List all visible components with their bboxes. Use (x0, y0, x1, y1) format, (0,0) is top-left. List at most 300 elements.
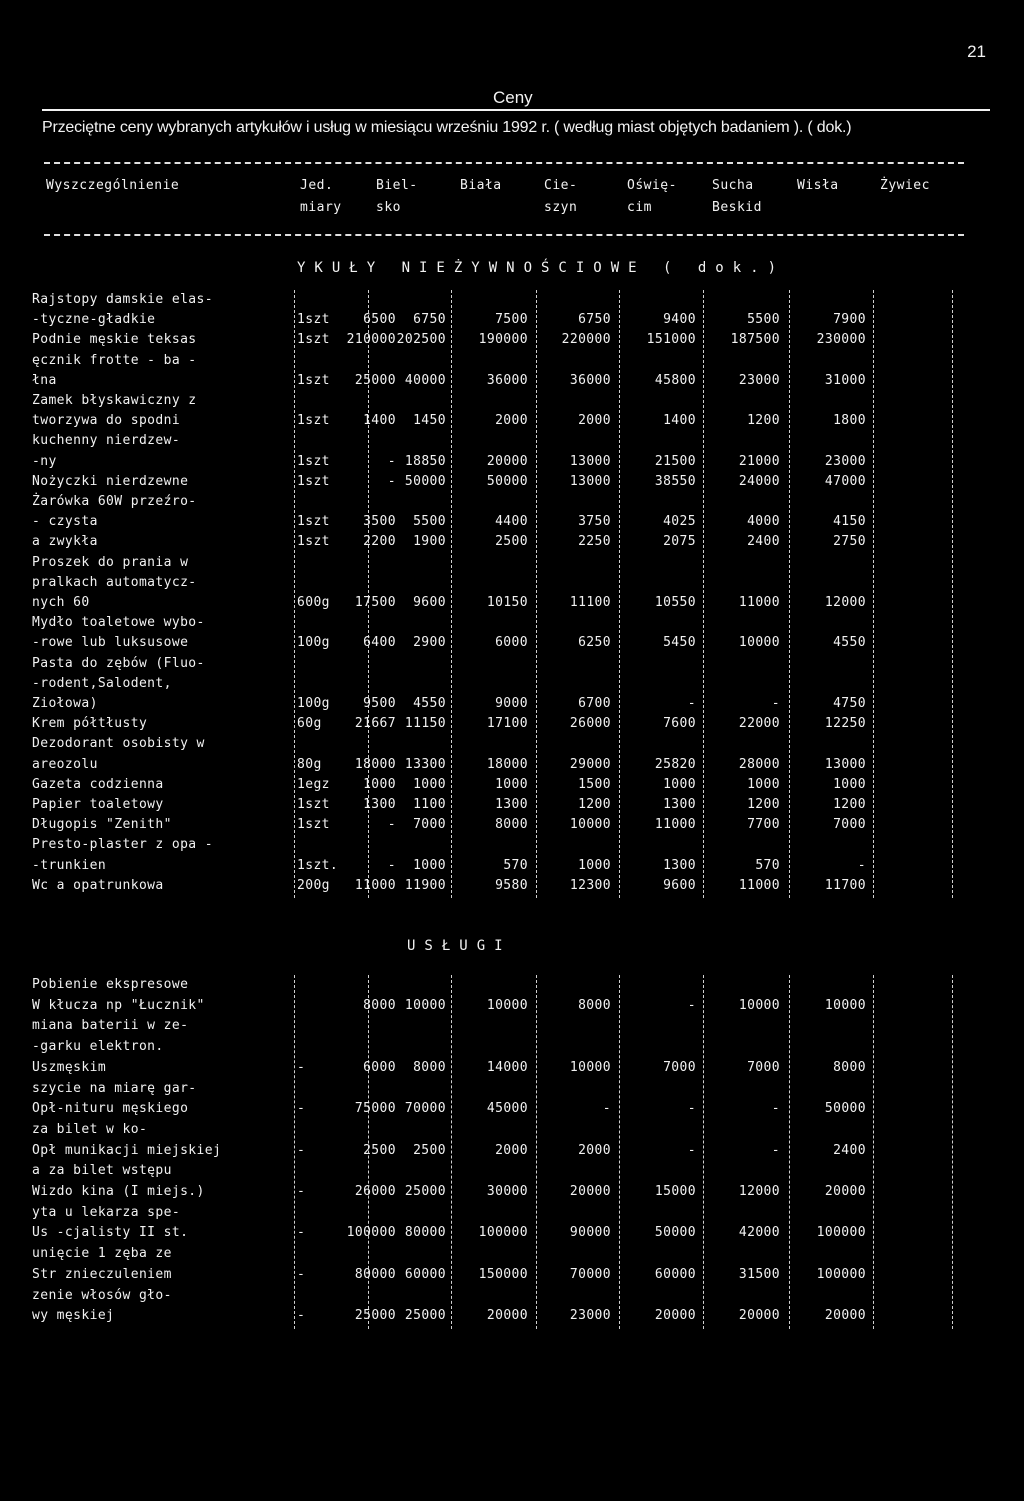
cell-value: 20000 (486, 1308, 528, 1324)
table-row (0, 1267, 1024, 1289)
row-label: Mydło toaletowe wybo- (32, 615, 205, 631)
table-row (0, 575, 1024, 597)
header-col4-l2: szyn (544, 200, 578, 215)
cell-value: 6500 (363, 312, 396, 328)
row-label: - czysta (32, 514, 98, 530)
row-unit: 60g (297, 716, 322, 732)
cell-value: 10000 (569, 817, 611, 833)
cell-value: 17100 (486, 716, 528, 732)
table-row (0, 1163, 1024, 1185)
cell-value: 4550 (833, 635, 866, 651)
cell-value: 40000 (404, 372, 446, 388)
cell-value: 1800 (833, 413, 866, 429)
row-unit: 200g (297, 877, 330, 893)
row-label: Us -cjalisty II st. (32, 1225, 189, 1241)
cell-value: 6700 (578, 696, 611, 711)
cell-value: - (687, 1101, 696, 1117)
cell-value: 21000 (738, 453, 780, 469)
cell-value: 8000 (833, 1059, 866, 1075)
cell-value: 1300 (663, 857, 696, 873)
table-row (0, 1225, 1024, 1247)
cell-value: 10000 (569, 1059, 611, 1075)
row-unit: - (297, 1184, 306, 1199)
table-row (0, 1018, 1024, 1040)
cell-value: 50000 (654, 1225, 696, 1241)
row-label: Opł-nituru męskiego (32, 1101, 189, 1117)
cell-value: 3500 (363, 514, 396, 530)
cell-value: 4000 (747, 514, 780, 530)
cell-value: - (687, 997, 696, 1013)
cell-value: 14000 (486, 1059, 528, 1075)
table-row (0, 393, 1024, 415)
table-row (0, 1060, 1024, 1082)
cell-value: 20000 (738, 1308, 780, 1324)
cell-value: 1000 (578, 857, 611, 873)
cell-value: 2000 (578, 1142, 611, 1158)
cell-value: 10000 (738, 635, 780, 651)
cell-value: 100000 (346, 1225, 396, 1241)
cell-value: 1400 (363, 413, 396, 429)
row-label: -garku elektron. (32, 1039, 164, 1055)
cell-value: 18000 (354, 756, 396, 772)
table-row (0, 1101, 1024, 1123)
row-label: ęcznik frotte - ba - (32, 352, 197, 368)
cell-value: 10000 (404, 997, 446, 1013)
table-row (0, 757, 1024, 779)
header-col4-l1: Cie- (544, 178, 578, 193)
cell-value: 10000 (738, 997, 780, 1013)
table-row (0, 1205, 1024, 1227)
row-label: Pobienie ekspresowe (32, 977, 189, 992)
cell-value: 11100 (569, 595, 611, 610)
row-unit: 1szt (297, 473, 330, 489)
cell-value: 1500 (578, 776, 611, 792)
row-unit: 1szt (297, 817, 330, 833)
cell-value: 8000 (495, 817, 528, 833)
row-label: -rodent,Salodent, (32, 675, 172, 691)
cell-value: 21500 (654, 453, 696, 469)
cell-value: 6250 (578, 635, 611, 651)
cell-value: 20000 (486, 453, 528, 469)
header-col6-l2: Beskid (712, 200, 762, 215)
cell-value: 2250 (578, 534, 611, 550)
table-row (0, 595, 1024, 617)
cell-value: 11900 (404, 877, 446, 893)
row-label: Długopis "Zenith" (32, 817, 172, 833)
cell-value: 1300 (363, 797, 396, 812)
row-label: Zamek błyskawiczny z (32, 393, 197, 408)
cell-value: 1400 (663, 413, 696, 429)
cell-value: - (687, 696, 696, 711)
row-unit: 1szt. (297, 857, 339, 873)
row-label: Presto-plaster z opa - (32, 837, 213, 853)
row-unit: 1szt (297, 534, 330, 550)
row-label: zenie włosów gło- (32, 1287, 172, 1303)
header-col5-l2: cim (627, 200, 652, 215)
cell-value: 30000 (486, 1184, 528, 1199)
cell-value: 4750 (833, 696, 866, 711)
header-col8-l1: Żywiec (880, 178, 930, 193)
cell-value: 10150 (486, 595, 528, 610)
cell-value: 50000 (404, 473, 446, 489)
row-unit: 1szt (297, 372, 330, 388)
row-unit: 80g (297, 756, 322, 772)
cell-value: 10550 (654, 595, 696, 610)
row-label: szycie na miarę gar- (32, 1080, 197, 1096)
cell-value: 25820 (654, 756, 696, 772)
cell-value: 6400 (363, 635, 396, 651)
cell-value: 11150 (404, 716, 446, 732)
row-unit: 1szt (297, 312, 330, 328)
table-row (0, 494, 1024, 516)
cell-value: 11000 (654, 817, 696, 833)
cell-value: 1200 (833, 797, 866, 812)
table-row (0, 1039, 1024, 1061)
row-label: za bilet w ko- (32, 1121, 148, 1137)
page-number: 21 (967, 42, 986, 61)
section-header: Ceny (493, 88, 533, 107)
cell-value: - (387, 817, 396, 833)
cell-value: 45000 (486, 1101, 528, 1117)
cell-value: 4550 (413, 696, 446, 711)
cell-value: 60000 (654, 1266, 696, 1282)
cell-value: 1200 (747, 797, 780, 812)
table-row (0, 474, 1024, 496)
cell-value: 8000 (578, 997, 611, 1013)
row-unit: - (297, 1225, 306, 1241)
row-unit: 1szt (297, 453, 330, 469)
cell-value: 100000 (816, 1266, 866, 1282)
cell-value: 25000 (404, 1184, 446, 1199)
table-row (0, 433, 1024, 455)
header-col3-l1: Biała (460, 178, 502, 193)
table-row (0, 696, 1024, 718)
table-row (0, 615, 1024, 637)
row-label: pralkach automatycz- (32, 574, 197, 590)
cell-value: 1000 (747, 776, 780, 792)
cell-value: 9400 (663, 312, 696, 328)
row-unit: 1szt (297, 797, 330, 812)
row-unit: - (297, 1142, 306, 1158)
table-row (0, 878, 1024, 900)
cell-value: 17500 (354, 595, 396, 610)
cell-value: 26000 (354, 1184, 396, 1199)
cell-value: - (387, 857, 396, 873)
cell-value: 10000 (486, 997, 528, 1013)
cell-value: 13300 (404, 756, 446, 772)
cell-value: - (687, 1142, 696, 1158)
cell-value: 190000 (478, 332, 528, 348)
row-label: miana baterii w ze- (32, 1018, 189, 1034)
cell-value: 1900 (413, 534, 446, 550)
row-unit: - (297, 1059, 306, 1075)
row-label: areozolu (32, 756, 98, 772)
header-col6-l1: Sucha (712, 178, 754, 193)
table-row (0, 555, 1024, 577)
cell-value: 187500 (730, 332, 780, 348)
cell-value: 2750 (833, 534, 866, 550)
row-label: wy męskiej (32, 1308, 115, 1324)
header-col1-l2: miary (300, 200, 342, 215)
table-row (0, 1288, 1024, 1310)
header-col7-l1: Wisła (797, 178, 839, 193)
cell-value: - (387, 453, 396, 469)
cell-value: 80000 (354, 1266, 396, 1282)
row-label: Proszek do prania w (32, 554, 189, 570)
cell-value: 2500 (495, 534, 528, 550)
row-label: Opł munikacji miejskiej (32, 1142, 222, 1158)
table-row (0, 998, 1024, 1020)
table-row (0, 1308, 1024, 1330)
cell-value: 13000 (824, 756, 866, 772)
cell-value: - (602, 1101, 611, 1117)
cell-value: 1000 (663, 776, 696, 792)
cell-value: - (387, 473, 396, 489)
table-row (0, 454, 1024, 476)
cell-value: 28000 (738, 756, 780, 772)
cell-value: 150000 (478, 1266, 528, 1282)
cell-value: 36000 (486, 372, 528, 388)
row-label: łna (32, 372, 57, 388)
cell-value: 25000 (354, 372, 396, 388)
row-label: Wizdo kina (I miejs.) (32, 1184, 205, 1199)
table-row (0, 858, 1024, 880)
row-unit: 1szt (297, 514, 330, 530)
cell-value: 13000 (569, 453, 611, 469)
row-label: kuchenny nierdzew- (32, 433, 181, 449)
row-label: Rajstopy damskie elas- (32, 292, 213, 307)
cell-value: 11000 (738, 877, 780, 893)
cell-value: 20000 (569, 1184, 611, 1199)
table-top-rule (44, 162, 964, 164)
cell-value: 20000 (824, 1184, 866, 1199)
row-label: Pasta do zębów (Fluo- (32, 655, 205, 671)
cell-value: 1300 (495, 797, 528, 812)
row-label: Str znieczuleniem (32, 1266, 172, 1282)
row-label: Dezodorant osobisty w (32, 736, 205, 752)
cell-value: 15000 (654, 1184, 696, 1199)
cell-value: 60000 (404, 1266, 446, 1282)
cell-value: 570 (755, 857, 780, 873)
header-col0: Wyszczególnienie (46, 178, 180, 193)
row-label: Ziołowa) (32, 696, 98, 711)
row-label: Podnie męskie teksas (32, 332, 197, 348)
cell-value: 80000 (404, 1225, 446, 1241)
table-row (0, 736, 1024, 758)
cell-value: 24000 (738, 473, 780, 489)
table-row (0, 1122, 1024, 1144)
cell-value: 5500 (413, 514, 446, 530)
row-label: -rowe lub luksusowe (32, 635, 189, 651)
cell-value: 31000 (824, 372, 866, 388)
cell-value: 11000 (354, 877, 396, 893)
cell-value: 75000 (354, 1101, 396, 1117)
cell-value: 9600 (413, 595, 446, 610)
table-row (0, 292, 1024, 314)
cell-value: 6750 (578, 312, 611, 328)
cell-value: 31500 (738, 1266, 780, 1282)
cell-value: 12250 (824, 716, 866, 732)
row-label: yta u lekarza spe- (32, 1204, 181, 1220)
cell-value: 2500 (363, 1142, 396, 1158)
cell-value: 23000 (824, 453, 866, 469)
table-row (0, 1184, 1024, 1206)
cell-value: 11700 (824, 877, 866, 893)
row-label: W kłucza np "Łucznik" (32, 997, 205, 1013)
cell-value: 570 (503, 857, 528, 873)
cell-value: 1000 (413, 857, 446, 873)
cell-value: 8000 (413, 1059, 446, 1075)
cell-value: 1000 (495, 776, 528, 792)
row-unit: 1egz (297, 776, 330, 792)
header-col2-l1: Biel- (376, 178, 418, 193)
cell-value: 9600 (663, 877, 696, 893)
table-row (0, 676, 1024, 698)
table-row (0, 332, 1024, 354)
table-row (0, 534, 1024, 556)
cell-value: 25000 (354, 1308, 396, 1324)
cell-value: 70000 (404, 1101, 446, 1117)
cell-value: 70000 (569, 1266, 611, 1282)
cell-value: 7600 (663, 716, 696, 732)
cell-value: 2400 (833, 1142, 866, 1158)
table-caption: Przeciętne ceny wybranych artykułów i usług w miesiącu wrześniu 1992 r. ( według miast objętych badaniem ). ( dok.) (42, 119, 852, 136)
cell-value: 151000 (646, 332, 696, 348)
table-row (0, 977, 1024, 999)
cell-value: 7000 (833, 817, 866, 833)
cell-value: 2000 (495, 413, 528, 429)
cell-value: 230000 (816, 332, 866, 348)
cell-value: 12000 (824, 595, 866, 610)
cell-value: 7000 (663, 1059, 696, 1075)
table-row (0, 413, 1024, 435)
cell-value: 202500 (396, 332, 446, 348)
row-label: tworzywa do spodni (32, 413, 181, 429)
cell-value: 2200 (363, 534, 396, 550)
cell-value: 20000 (654, 1308, 696, 1324)
row-label: -ny (32, 453, 57, 469)
cell-value: 10000 (824, 997, 866, 1013)
cell-value: 5500 (747, 312, 780, 328)
cell-value: 7000 (747, 1059, 780, 1075)
table-row (0, 797, 1024, 819)
row-label: Wc a opatrunkowa (32, 877, 164, 893)
row-label: a zwykła (32, 534, 98, 550)
cell-value: 6750 (413, 312, 446, 328)
row-label: Krem półtłusty (32, 716, 148, 732)
cell-value: 21667 (354, 716, 396, 732)
cell-value: 2500 (413, 1142, 446, 1158)
cell-value: 25000 (404, 1308, 446, 1324)
table-row (0, 312, 1024, 334)
cell-value: 42000 (738, 1225, 780, 1241)
table-row (0, 1246, 1024, 1268)
cell-value: 1000 (833, 776, 866, 792)
cell-value: 18850 (404, 453, 446, 469)
header-col5-l1: Oświę- (627, 178, 677, 193)
cell-value: 220000 (561, 332, 611, 348)
row-unit: - (297, 1308, 306, 1324)
cell-value: 7900 (833, 312, 866, 328)
cell-value: 1200 (578, 797, 611, 812)
table-row (0, 777, 1024, 799)
cell-value: 47000 (824, 473, 866, 489)
cell-value: 4025 (663, 514, 696, 530)
cell-value: 11000 (738, 595, 780, 610)
row-unit: 600g (297, 595, 330, 610)
row-label: Gazeta codzienna (32, 776, 164, 792)
cell-value: 4150 (833, 514, 866, 530)
cell-value: 6000 (495, 635, 528, 651)
cell-value: 12000 (738, 1184, 780, 1199)
row-unit: - (297, 1266, 306, 1282)
table-row (0, 514, 1024, 536)
table-row (0, 353, 1024, 375)
cell-value: 100000 (816, 1225, 866, 1241)
cell-value: 2000 (578, 413, 611, 429)
cell-value: 1450 (413, 413, 446, 429)
row-unit: 100g (297, 696, 330, 711)
cell-value: 9500 (363, 696, 396, 711)
table-row (0, 817, 1024, 839)
cell-value: 9580 (495, 877, 528, 893)
cell-value: 7000 (413, 817, 446, 833)
cell-value: 2400 (747, 534, 780, 550)
row-label: unięcie 1 zęba ze (32, 1246, 172, 1262)
cell-value: 23000 (569, 1308, 611, 1324)
table-row (0, 1081, 1024, 1103)
row-label: -tyczne-gładkie (32, 312, 156, 328)
row-label: Nożyczki nierdzewne (32, 473, 189, 489)
cell-value: 1000 (413, 776, 446, 792)
cell-value: 3750 (578, 514, 611, 530)
table-header-rule (44, 234, 964, 236)
row-unit: - (297, 1101, 306, 1117)
cell-value: 7500 (495, 312, 528, 328)
cell-value: 12300 (569, 877, 611, 893)
cell-value: 45800 (654, 372, 696, 388)
row-label: -trunkien (32, 857, 107, 873)
cell-value: 9000 (495, 696, 528, 711)
table-row (0, 373, 1024, 395)
cell-value: - (857, 857, 866, 873)
table-row (0, 837, 1024, 859)
cell-value: 26000 (569, 716, 611, 732)
table-row (0, 1143, 1024, 1165)
header-col1-l1: Jed. (300, 178, 334, 193)
cell-value: 4400 (495, 514, 528, 530)
cell-value: 2000 (495, 1142, 528, 1158)
cell-value: 8000 (363, 997, 396, 1013)
table-row (0, 716, 1024, 738)
cell-value: 210000 (346, 332, 396, 348)
cell-value: 22000 (738, 716, 780, 732)
cell-value: 50000 (486, 473, 528, 489)
cell-value: 1100 (413, 797, 446, 812)
cell-value: 6000 (363, 1059, 396, 1075)
cell-value: 7700 (747, 817, 780, 833)
cell-value: - (771, 1101, 780, 1117)
cell-value: - (771, 1142, 780, 1158)
row-unit: 1szt (297, 332, 330, 348)
header-col2-l2: sko (376, 200, 401, 215)
cell-value: 100000 (478, 1225, 528, 1241)
row-label: Papier toaletowy (32, 797, 164, 812)
row-unit: 1szt (297, 413, 330, 429)
header-rule (42, 109, 990, 111)
section-title-goods: YKUŁY NIEŻYWNOŚCIOWE ( dok.) (297, 260, 786, 276)
cell-value: 1200 (747, 413, 780, 429)
